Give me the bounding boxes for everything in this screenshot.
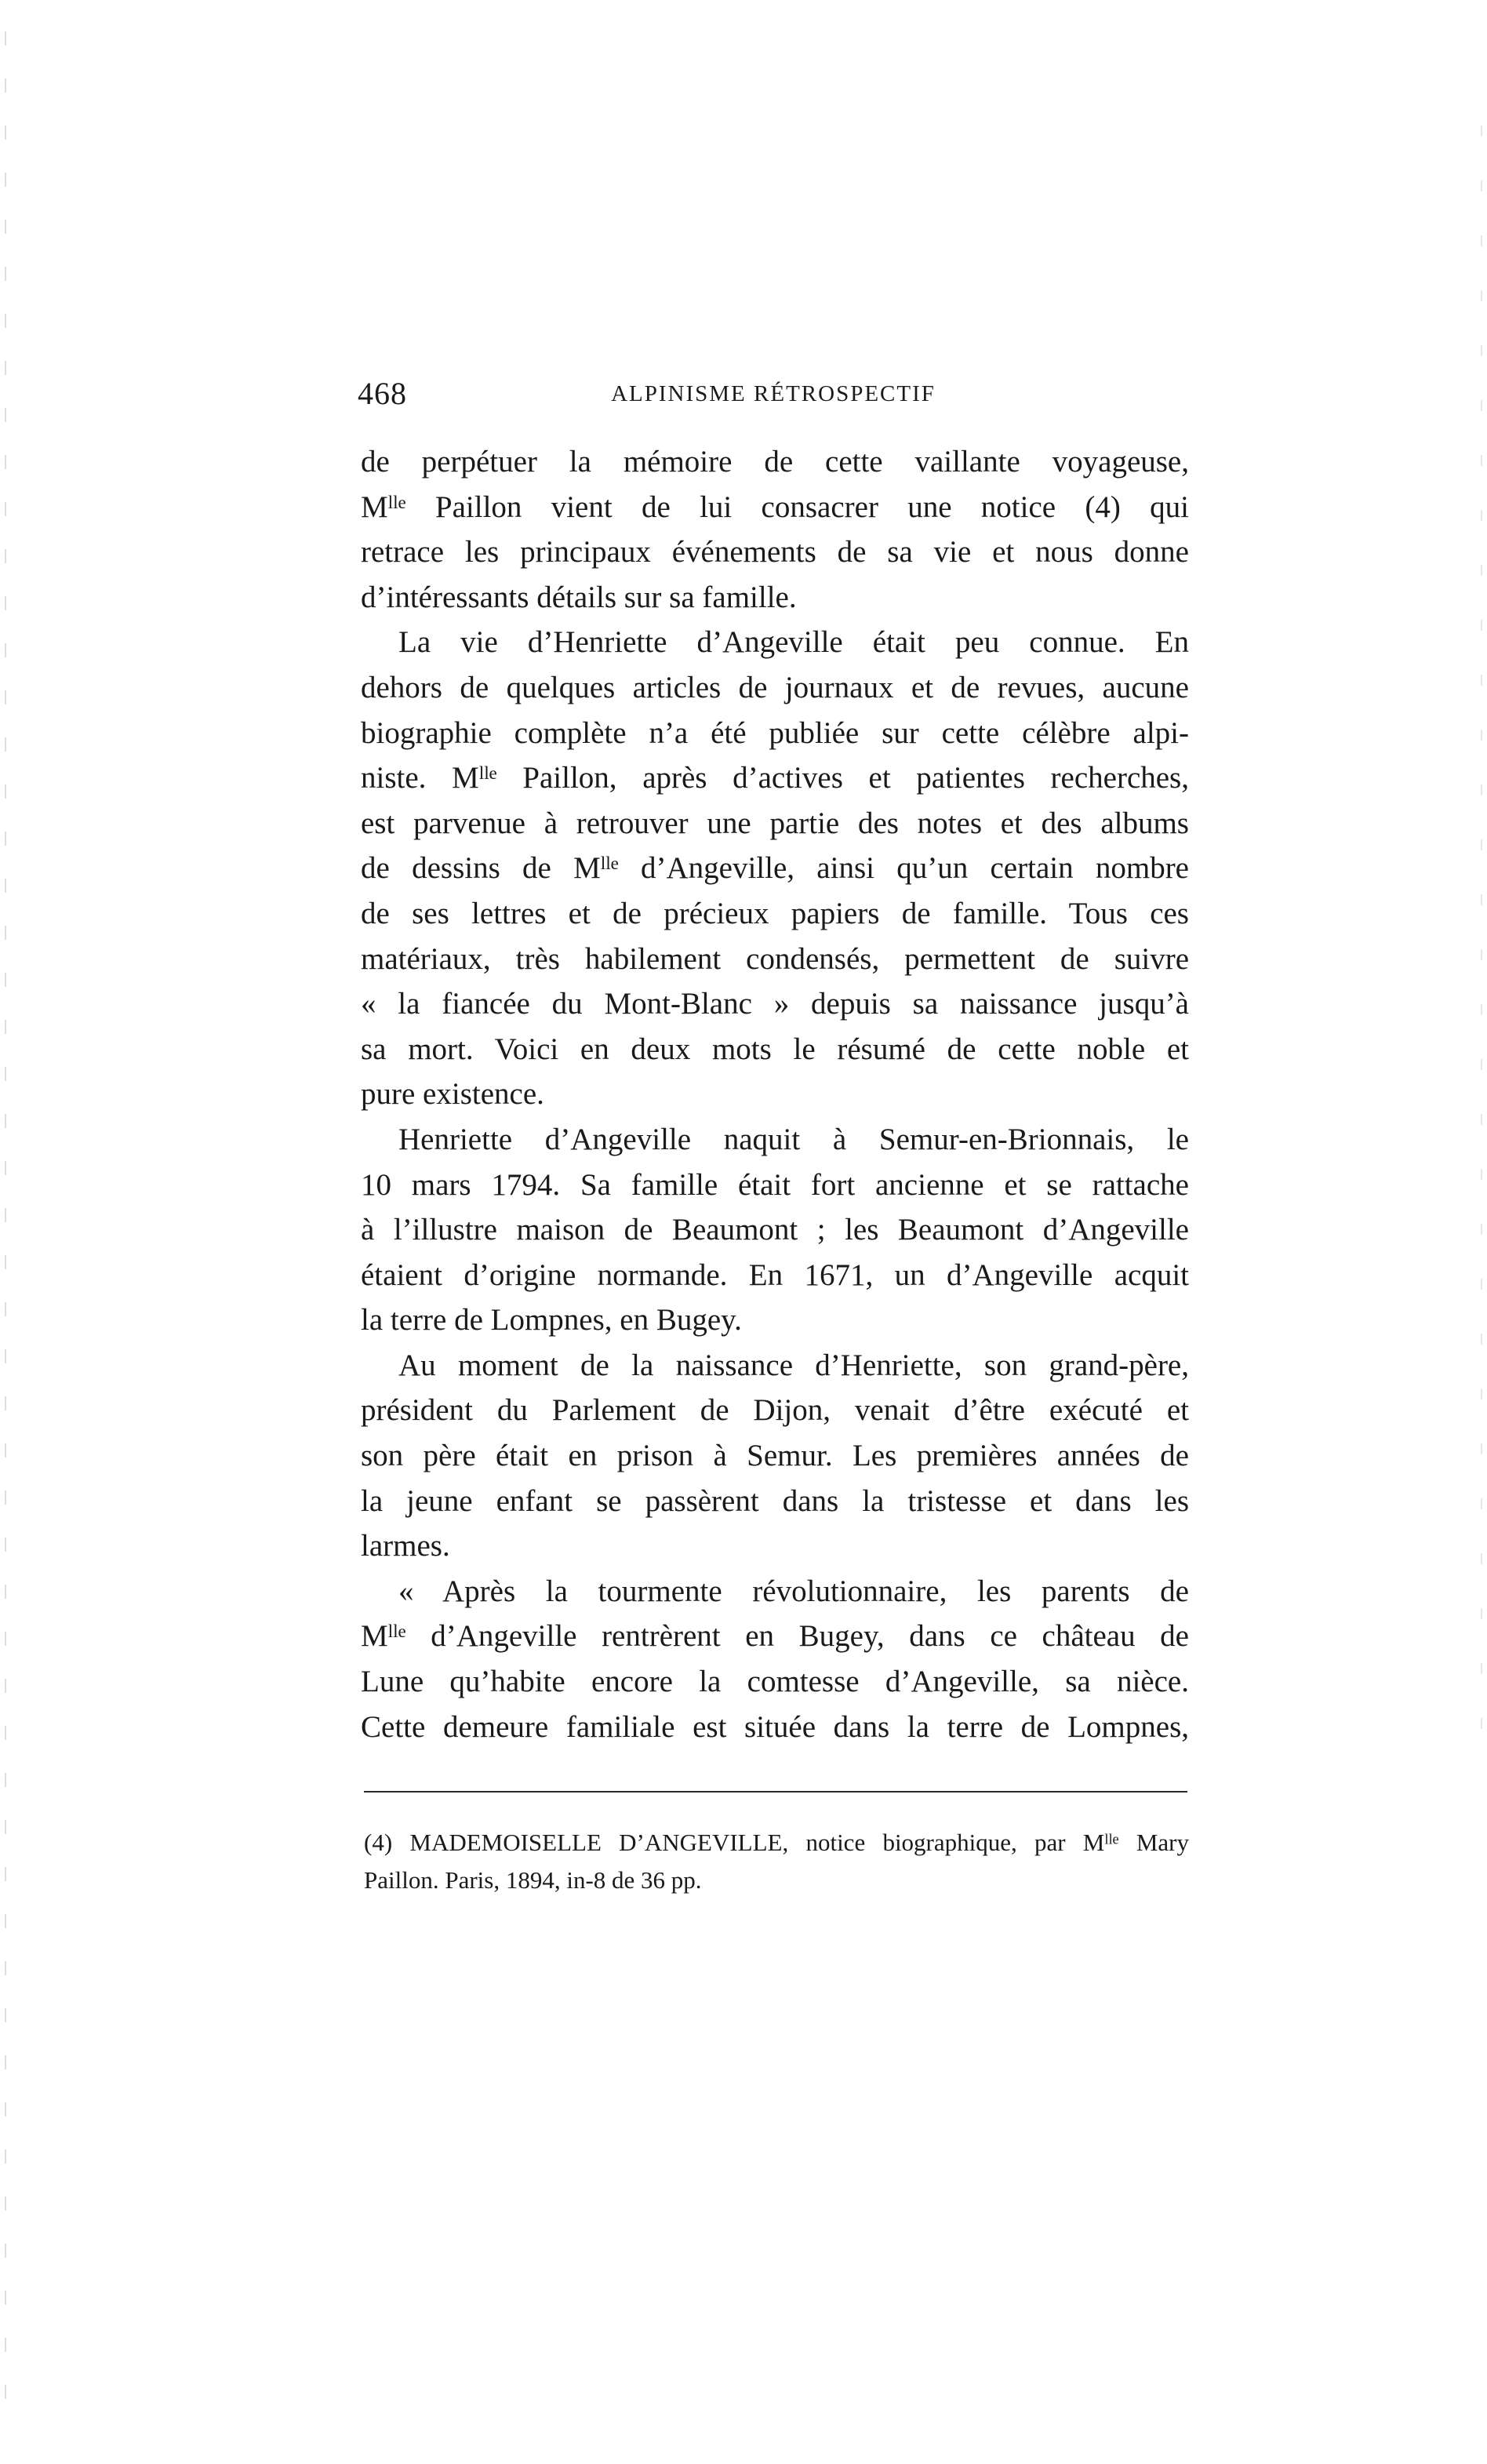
footnote-rule — [364, 1791, 1187, 1792]
text-line: retrace les principaux événements de sa vie et nous donne — [361, 535, 1189, 570]
scan-edge-left — [5, 31, 6, 2432]
text-line: la terre de Lompnes, en Bugey. — [361, 1303, 742, 1338]
scan-edge-right — [1481, 126, 1482, 1773]
footnote-line: (4) MADEMOISELLE D’ANGEVILLE, notice biographique, par Mˡˡᵉ Mary — [364, 1829, 1189, 1856]
text-line: à l’illustre maison de Beaumont ; les Beaumont d’Angeville — [361, 1213, 1189, 1247]
text-line: de dessins de Mˡˡᵉ d’Angeville, ainsi qu’un certain nombre — [361, 851, 1189, 886]
text-line: de perpétuer la mémoire de cette vaillante voyageuse, — [361, 445, 1189, 479]
text-line: Cette demeure familiale est située dans la terre de Lompnes, — [361, 1709, 1189, 1744]
text-line: La vie d’Henriette d’Angeville était peu connue. En — [398, 625, 1189, 660]
text-line: président du Parlement de Dijon, venait d’être exécuté et — [361, 1393, 1189, 1428]
text-line: la jeune enfant se passèrent dans la tristesse et dans les — [361, 1483, 1189, 1518]
text-line: son père était en prison à Semur. Les premières années de — [361, 1439, 1189, 1473]
text-line: « la fiancée du Mont-Blanc » depuis sa naissance jusqu’à — [361, 987, 1189, 1021]
text-line: Henriette d’Angeville naquit à Semur-en-Brionnais, le — [398, 1122, 1189, 1156]
text-line: étaient d’origine normande. En 1671, un d’Angeville acquit — [361, 1257, 1189, 1292]
body-text — [361, 439, 1189, 1749]
running-header — [358, 375, 1189, 422]
running-title: ALPINISME RÉTROSPECTIF — [611, 381, 936, 406]
text-line: sa mort. Voici en deux mots le résumé de cette noble et — [361, 1032, 1189, 1066]
text-line: Mˡˡᵉ d’Angeville rentrèrent en Bugey, dans ce château de — [361, 1619, 1189, 1654]
text-line: est parvenue à retrouver une partie des notes et des albums — [361, 806, 1189, 840]
text-line: niste. Mˡˡᵉ Paillon, après d’actives et patientes recherches, — [361, 761, 1189, 795]
text-line: biographie complète n’a été publiée sur cette célèbre alpi- — [361, 715, 1189, 750]
page-number: 468 — [358, 376, 407, 411]
text-line: 10 mars 1794. Sa famille était fort ancienne et se rattache — [361, 1167, 1189, 1202]
text-line: larmes. — [361, 1529, 450, 1563]
text-line: matériaux, très habilement condensés, permettent de suivre — [361, 941, 1189, 976]
text-line: Mˡˡᵉ Paillon vient de lui consacrer une notice (4) qui — [361, 490, 1189, 524]
text-line: « Après la tourmente révolutionnaire, les parents de — [398, 1574, 1189, 1608]
text-line: Au moment de la naissance d’Henriette, son grand-père, — [398, 1348, 1189, 1382]
text-line: Lune qu’habite encore la comtesse d’Angeville, sa nièce. — [361, 1665, 1189, 1699]
text-line: d’intéressants détails sur sa famille. — [361, 580, 797, 614]
footnote-line: Paillon. Paris, 1894, in-8 de 36 pp. — [364, 1866, 702, 1894]
text-line: dehors de quelques articles de journaux et de revues, aucune — [361, 670, 1189, 704]
footnote — [364, 1824, 1189, 1899]
text-line: pure existence. — [361, 1077, 544, 1112]
text-line: de ses lettres et de précieux papiers de famille. Tous ces — [361, 896, 1189, 930]
